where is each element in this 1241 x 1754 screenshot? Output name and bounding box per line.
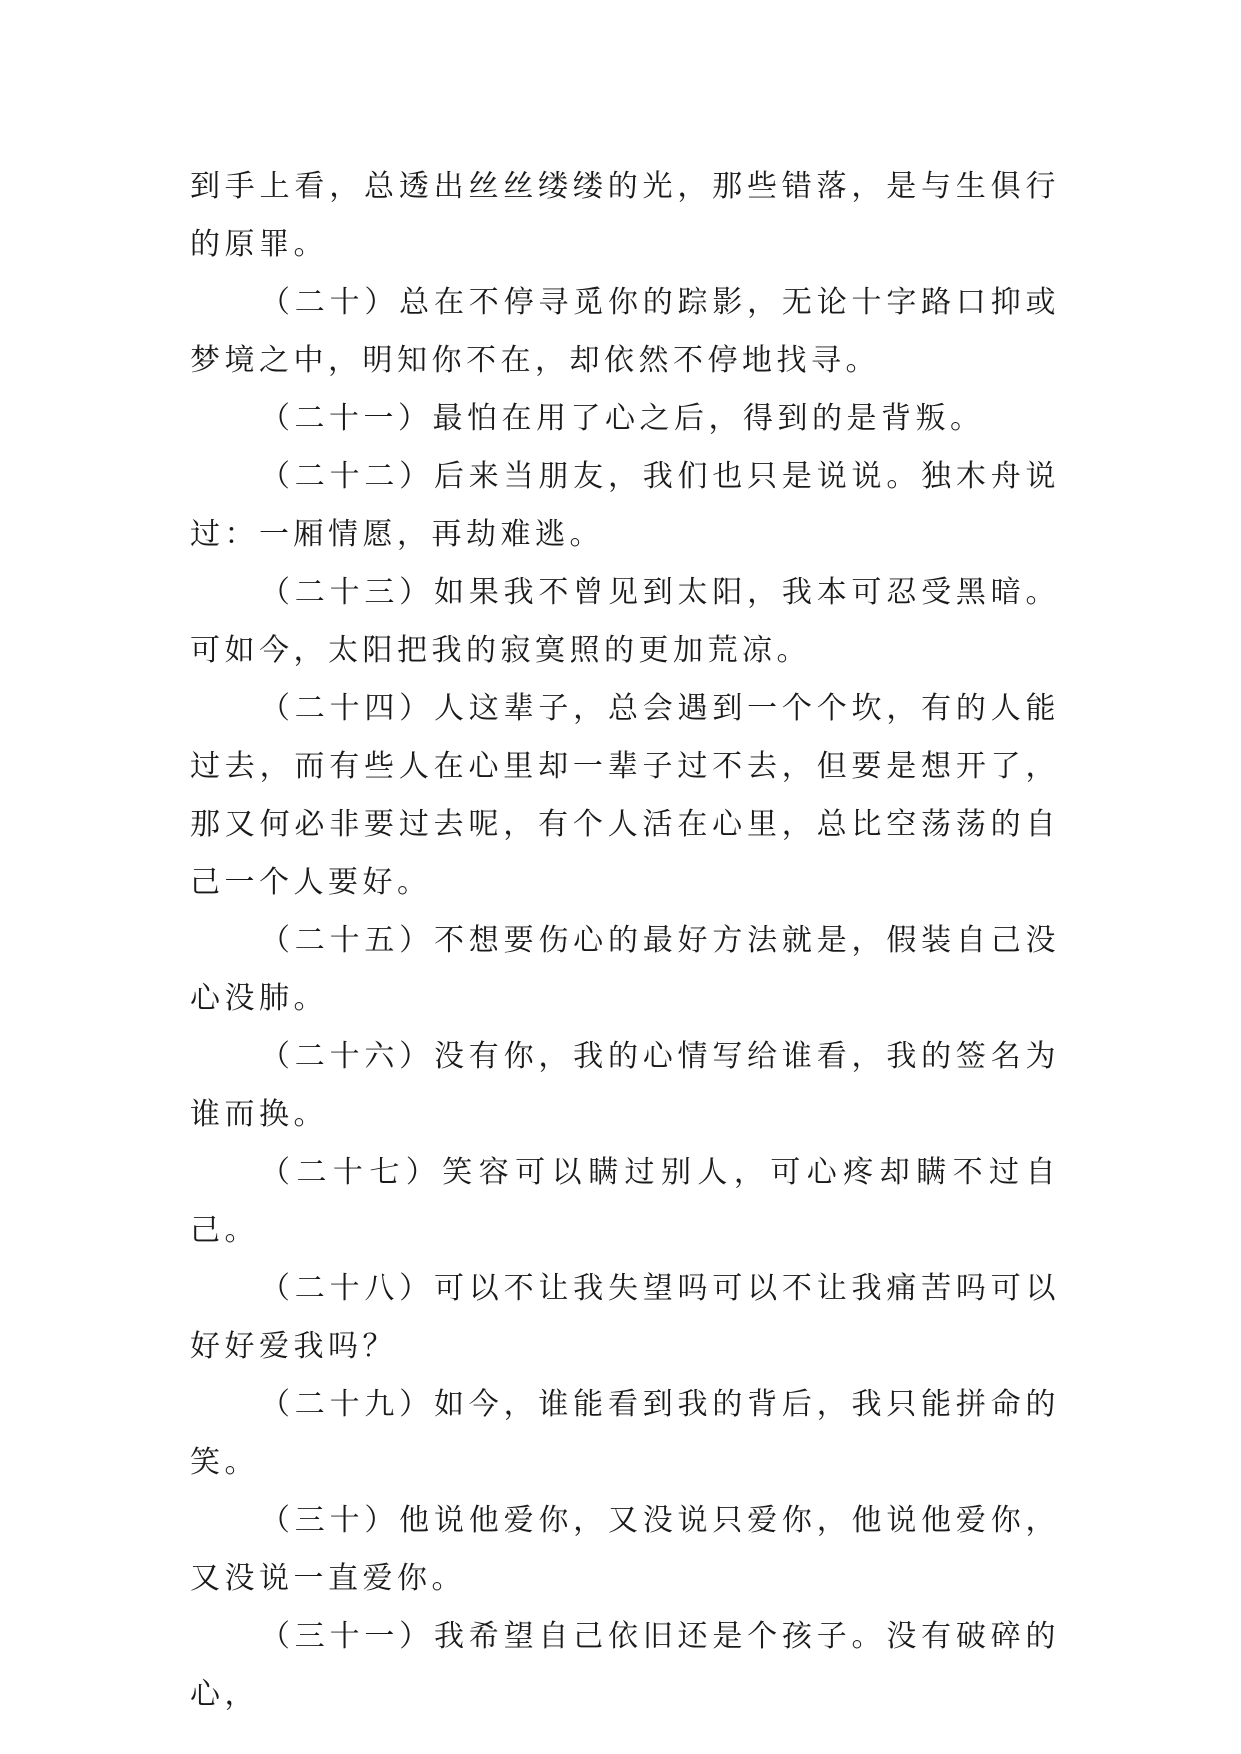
paragraph-27: （二十七）笑容可以瞒过别人，可心疼却瞒不过自己。 bbox=[190, 1155, 1060, 1248]
paragraph-25: （二十五）不想要伤心的最好方法就是，假装自己没心没肺。 bbox=[190, 923, 1060, 1016]
paragraph-23: （二十三）如果我不曾见到太阳，我本可忍受黑暗。可如今，太阳把我的寂寞照的更加荒凉。 bbox=[190, 575, 1060, 668]
paragraph-20: （二十）总在不停寻觅你的踪影，无论十字路口抑或梦境之中，明知你不在，却依然不停地找寻。 bbox=[190, 285, 1060, 378]
document-body bbox=[190, 158, 1060, 1724]
paragraph-31: （三十一）我希望自己依旧还是个孩子。没有破碎的心， bbox=[190, 1619, 1060, 1712]
paragraph-21: （二十一）最怕在用了心之后，得到的是背叛。 bbox=[260, 401, 985, 436]
paragraph-30: （三十）他说他爱你，又没说只爱你，他说他爱你，又没说一直爱你。 bbox=[190, 1503, 1060, 1596]
paragraph-29: （二十九）如今，谁能看到我的背后，我只能拼命的笑。 bbox=[190, 1387, 1060, 1480]
paragraph-24: （二十四）人这辈子，总会遇到一个个坎，有的人能过去，而有些人在心里却一辈子过不去，但要是想开了，那又何必非要过去呢，有个人活在心里，总比空荡荡的自己一个人要好。 bbox=[190, 691, 1060, 900]
paragraph-26: （二十六）没有你，我的心情写给谁看，我的签名为谁而换。 bbox=[190, 1039, 1060, 1132]
paragraph-28: （二十八）可以不让我失望吗可以不让我痛苦吗可以好好爱我吗？ bbox=[190, 1271, 1060, 1364]
paragraph-22: （二十二）后来当朋友，我们也只是说说。独木舟说过：一厢情愿，再劫难逃。 bbox=[190, 459, 1060, 552]
paragraph-continuation: 到手上看，总透出丝丝缕缕的光，那些错落，是与生俱行的原罪。 bbox=[190, 169, 1060, 262]
